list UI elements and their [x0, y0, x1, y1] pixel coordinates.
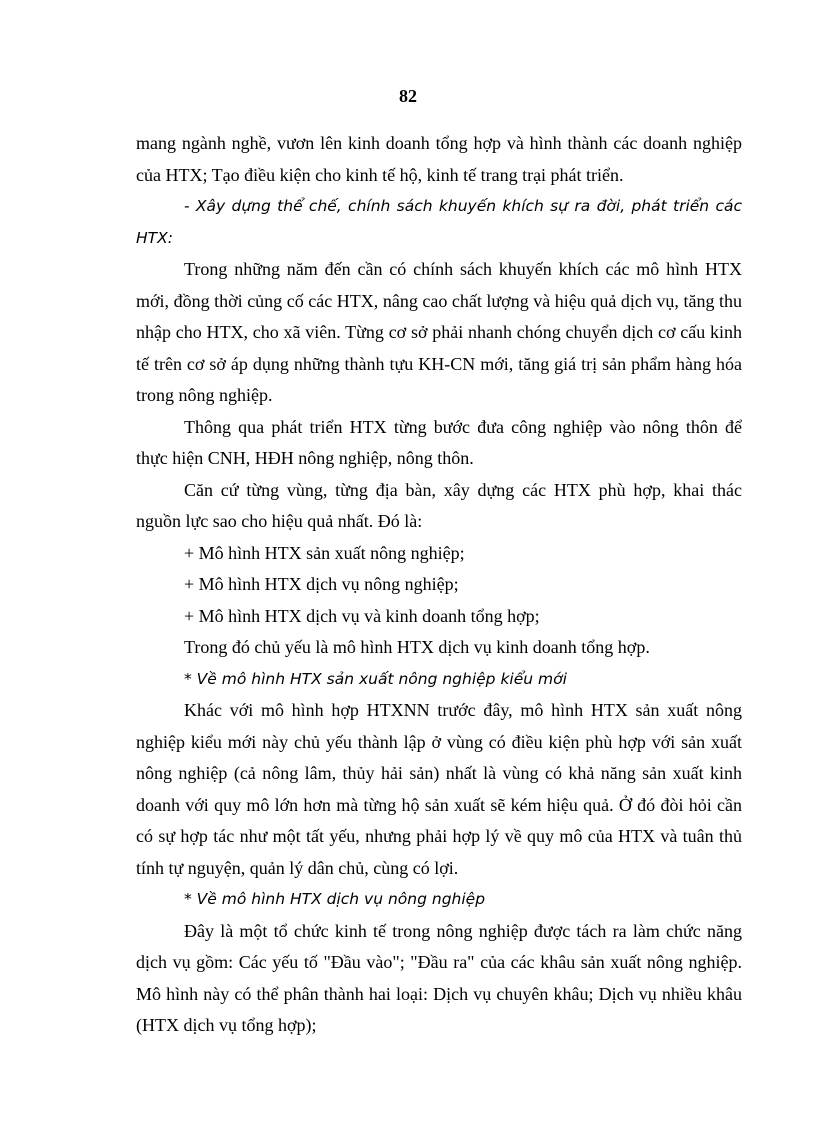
paragraph-continuation: mang ngành nghề, vươn lên kinh doanh tổng hợp và hình thành các doanh nghiệp của HTX; Tạo điều kiện cho kinh tế hộ, kinh tế trang trại phát triển.	[136, 133, 742, 185]
paragraph-main-model: Trong đó chủ yếu là mô hình HTX dịch vụ kinh doanh tổng hợp.	[184, 637, 650, 657]
paragraph-service-model: Đây là một tổ chức kinh tế trong nông nghiệp được tách ra làm chức năng dịch vụ gồm: Các yếu tố "Đầu vào"; "Đầu ra" của các khâu sản xuất nông nghiệp. Mô hình này có thể phân thành hai loại: Dịch vụ chuyên khâu; Dịch vụ nhiều khâu (HTX dịch vụ tổng hợp);	[136, 920, 742, 1035]
section-heading-policy: - Xây dựng thể chế, chính sách khuyến khích sự ra đời, phát triển các HTX:	[136, 197, 742, 247]
body-text	[136, 128, 742, 1042]
paragraph-policy: Trong những năm đến cần có chính sách khuyến khích các mô hình HTX mới, đồng thời củng cố các HTX, nâng cao chất lượng và hiệu quả dịch vụ, tăng thu nhập cho HTX, cho xã viên. Từng cơ sở phải nhanh chóng chuyển dịch cơ cấu kinh tế trên cơ sở áp dụng những thành tựu KH-CN mới, tăng giá trị sản phẩm hàng hóa trong nông nghiệp.	[136, 259, 742, 405]
section-heading-production: * Về mô hình HTX sản xuất nông nghiệp kiểu mới	[184, 669, 567, 688]
list-item-production-model: + Mô hình HTX sản xuất nông nghiệp;	[184, 542, 465, 563]
paragraph-production-model: Khác với mô hình hợp HTXNN trước đây, mô hình HTX sản xuất nông nghiệp kiểu mới này chủ yếu thành lập ở vùng có điều kiện phù hợp với sản xuất nông nghiệp (cả nông lâm, thủy hải sản) nhất là vùng có khả năng sản xuất kinh doanh với quy mô lớn hơn mà từng hộ sản xuất sẽ kém hiệu quả. Ở đó đòi hỏi cần có sự hợp tác như một tất yếu, nhưng phải hợp lý về quy mô của HTX và tuân thủ tính tự nguyện, quản lý dân chủ, cùng có lợi.	[136, 700, 742, 878]
section-heading-service: * Về mô hình HTX dịch vụ nông nghiệp	[184, 890, 486, 908]
paragraph-industrialization: Thông qua phát triển HTX từng bước đưa công nghiệp vào nông thôn để thực hiện CNH, HĐH nông nghiệp, nông thôn.	[136, 416, 742, 468]
list-item-business-model: + Mô hình HTX dịch vụ và kinh doanh tổng hợp;	[184, 605, 540, 626]
page-number: 82	[399, 86, 417, 106]
paragraph-regions: Căn cứ từng vùng, từng địa bàn, xây dựng các HTX phù hợp, khai thác nguồn lực sao cho hiệu quả nhất. Đó là:	[136, 479, 742, 531]
list-item-service-model: + Mô hình HTX dịch vụ nông nghiệp;	[184, 574, 459, 594]
